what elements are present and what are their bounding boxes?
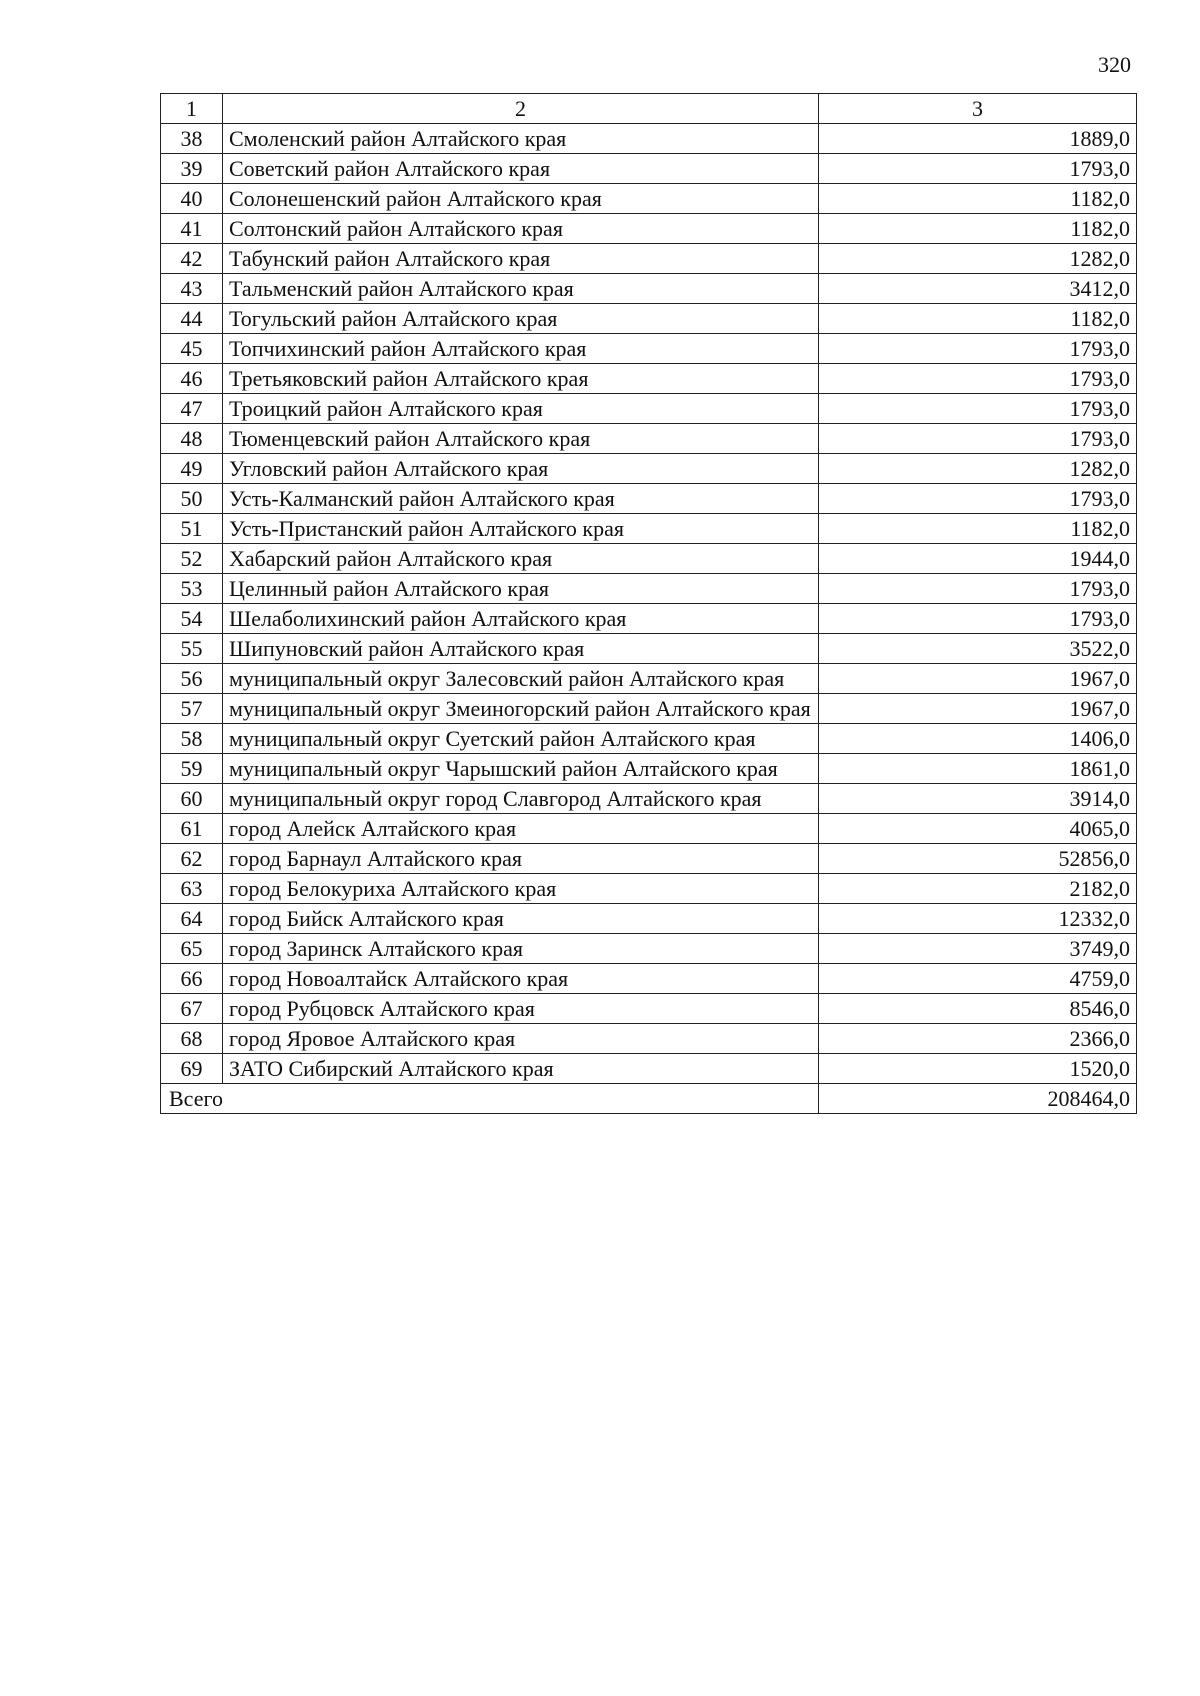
row-number: 45: [161, 334, 223, 364]
table-row: [161, 934, 1137, 964]
table-row: [161, 784, 1137, 814]
row-number: 55: [161, 634, 223, 664]
municipality-name: муниципальный округ Чарышский район Алтайского края: [223, 754, 819, 784]
row-number: 68: [161, 1024, 223, 1054]
municipality-name: Угловский район Алтайского края: [223, 454, 819, 484]
municipality-name: город Белокуриха Алтайского края: [223, 874, 819, 904]
municipality-name: Троицкий район Алтайского края: [223, 394, 819, 424]
municipality-name: Третьяковский район Алтайского края: [223, 364, 819, 394]
table-row: [161, 1024, 1137, 1054]
municipality-name: город Бийск Алтайского края: [223, 904, 819, 934]
table-row: [161, 304, 1137, 334]
row-number: 38: [161, 124, 223, 154]
row-number: 56: [161, 664, 223, 694]
municipality-name: муниципальный округ Змеиногорский район Алтайского края: [223, 694, 819, 724]
row-number: 69: [161, 1054, 223, 1084]
allocation-value: 1889,0: [819, 124, 1137, 154]
allocation-value: 1861,0: [819, 754, 1137, 784]
table-row: [161, 184, 1137, 214]
municipality-name: город Новоалтайск Алтайского края: [223, 964, 819, 994]
allocation-value: 4065,0: [819, 814, 1137, 844]
municipality-name: Советский район Алтайского края: [223, 154, 819, 184]
allocation-value: 1282,0: [819, 454, 1137, 484]
row-number: 60: [161, 784, 223, 814]
table-row: [161, 574, 1137, 604]
row-number: 39: [161, 154, 223, 184]
table-row: [161, 364, 1137, 394]
municipality-name: муниципальный округ Суетский район Алтайского края: [223, 724, 819, 754]
total-value: 208464,0: [819, 1084, 1137, 1114]
allocation-value: 3522,0: [819, 634, 1137, 664]
municipality-name: Шелаболихинский район Алтайского края: [223, 604, 819, 634]
row-number: 52: [161, 544, 223, 574]
table-row: [161, 514, 1137, 544]
row-number: 40: [161, 184, 223, 214]
table-row: [161, 874, 1137, 904]
municipality-name: Целинный район Алтайского края: [223, 574, 819, 604]
municipality-name: Солонешенский район Алтайского края: [223, 184, 819, 214]
row-number: 47: [161, 394, 223, 424]
allocation-table: [160, 93, 1137, 1114]
allocation-value: 12332,0: [819, 904, 1137, 934]
municipality-name: Тогульский район Алтайского края: [223, 304, 819, 334]
row-number: 43: [161, 274, 223, 304]
column-header-value: 3: [819, 94, 1137, 124]
row-number: 48: [161, 424, 223, 454]
row-number: 49: [161, 454, 223, 484]
table-row: [161, 844, 1137, 874]
allocation-value: 1182,0: [819, 304, 1137, 334]
row-number: 53: [161, 574, 223, 604]
municipality-name: Смоленский район Алтайского края: [223, 124, 819, 154]
table-row: [161, 484, 1137, 514]
table-row: [161, 634, 1137, 664]
allocation-value: 1793,0: [819, 364, 1137, 394]
municipality-name: муниципальный округ город Славгород Алтайского края: [223, 784, 819, 814]
allocation-value: 1520,0: [819, 1054, 1137, 1084]
table-row: [161, 964, 1137, 994]
allocation-value: 1793,0: [819, 424, 1137, 454]
municipality-name: город Барнаул Алтайского края: [223, 844, 819, 874]
row-number: 67: [161, 994, 223, 1024]
municipality-name: ЗАТО Сибирский Алтайского края: [223, 1054, 819, 1084]
row-number: 51: [161, 514, 223, 544]
municipality-name: город Яровое Алтайского края: [223, 1024, 819, 1054]
row-number: 58: [161, 724, 223, 754]
row-number: 57: [161, 694, 223, 724]
table-row: [161, 694, 1137, 724]
allocation-value: 8546,0: [819, 994, 1137, 1024]
allocation-value: 1944,0: [819, 544, 1137, 574]
table-row: [161, 154, 1137, 184]
table-row: [161, 454, 1137, 484]
municipality-name: Тальменский район Алтайского края: [223, 274, 819, 304]
allocation-value: 1793,0: [819, 484, 1137, 514]
row-number: 42: [161, 244, 223, 274]
allocation-value: 52856,0: [819, 844, 1137, 874]
table-row: [161, 124, 1137, 154]
row-number: 61: [161, 814, 223, 844]
table-header-row: [161, 94, 1137, 124]
row-number: 44: [161, 304, 223, 334]
table-row: [161, 214, 1137, 244]
total-label: Всего: [161, 1084, 819, 1114]
table-row: [161, 814, 1137, 844]
column-header-number: 1: [161, 94, 223, 124]
municipality-name: город Заринск Алтайского края: [223, 934, 819, 964]
municipality-name: муниципальный округ Залесовский район Алтайского края: [223, 664, 819, 694]
allocation-value: 1967,0: [819, 694, 1137, 724]
table-row: [161, 394, 1137, 424]
municipality-name: Тюменцевский район Алтайского края: [223, 424, 819, 454]
allocation-value: 1406,0: [819, 724, 1137, 754]
row-number: 62: [161, 844, 223, 874]
table-row: [161, 724, 1137, 754]
row-number: 65: [161, 934, 223, 964]
table-row: [161, 244, 1137, 274]
allocation-value: 3914,0: [819, 784, 1137, 814]
allocation-value: 1793,0: [819, 604, 1137, 634]
allocation-value: 1282,0: [819, 244, 1137, 274]
allocation-value: 1793,0: [819, 394, 1137, 424]
municipality-name: Табунский район Алтайского края: [223, 244, 819, 274]
allocation-value: 1967,0: [819, 664, 1137, 694]
table-row: [161, 424, 1137, 454]
municipality-name: Топчихинский район Алтайского края: [223, 334, 819, 364]
municipality-name: город Рубцовск Алтайского края: [223, 994, 819, 1024]
row-number: 63: [161, 874, 223, 904]
column-header-name: 2: [223, 94, 819, 124]
row-number: 46: [161, 364, 223, 394]
allocation-value: 2182,0: [819, 874, 1137, 904]
table-row: [161, 904, 1137, 934]
municipality-name: Усть-Пристанский район Алтайского края: [223, 514, 819, 544]
row-number: 50: [161, 484, 223, 514]
municipality-name: город Алейск Алтайского края: [223, 814, 819, 844]
allocation-value: 3412,0: [819, 274, 1137, 304]
municipality-name: Хабарский район Алтайского края: [223, 544, 819, 574]
municipality-name: Солтонский район Алтайского края: [223, 214, 819, 244]
allocation-value: 1793,0: [819, 574, 1137, 604]
allocation-value: 2366,0: [819, 1024, 1137, 1054]
total-row: [161, 1084, 1137, 1114]
table-row: [161, 664, 1137, 694]
allocation-value: 1182,0: [819, 514, 1137, 544]
allocation-value: 1182,0: [819, 214, 1137, 244]
allocation-value: 1793,0: [819, 334, 1137, 364]
municipality-name: Шипуновский район Алтайского края: [223, 634, 819, 664]
allocation-value: 1793,0: [819, 154, 1137, 184]
allocation-value: 3749,0: [819, 934, 1137, 964]
page-number: 320: [1098, 52, 1131, 77]
allocation-value: 1182,0: [819, 184, 1137, 214]
row-number: 66: [161, 964, 223, 994]
table-row: [161, 334, 1137, 364]
row-number: 41: [161, 214, 223, 244]
row-number: 59: [161, 754, 223, 784]
table-row: [161, 1054, 1137, 1084]
allocation-value: 4759,0: [819, 964, 1137, 994]
table-row: [161, 544, 1137, 574]
row-number: 64: [161, 904, 223, 934]
table-row: [161, 604, 1137, 634]
table-row: [161, 754, 1137, 784]
row-number: 54: [161, 604, 223, 634]
table-row: [161, 274, 1137, 304]
municipality-name: Усть-Калманский район Алтайского края: [223, 484, 819, 514]
table-body: [161, 94, 1137, 1114]
table-row: [161, 994, 1137, 1024]
